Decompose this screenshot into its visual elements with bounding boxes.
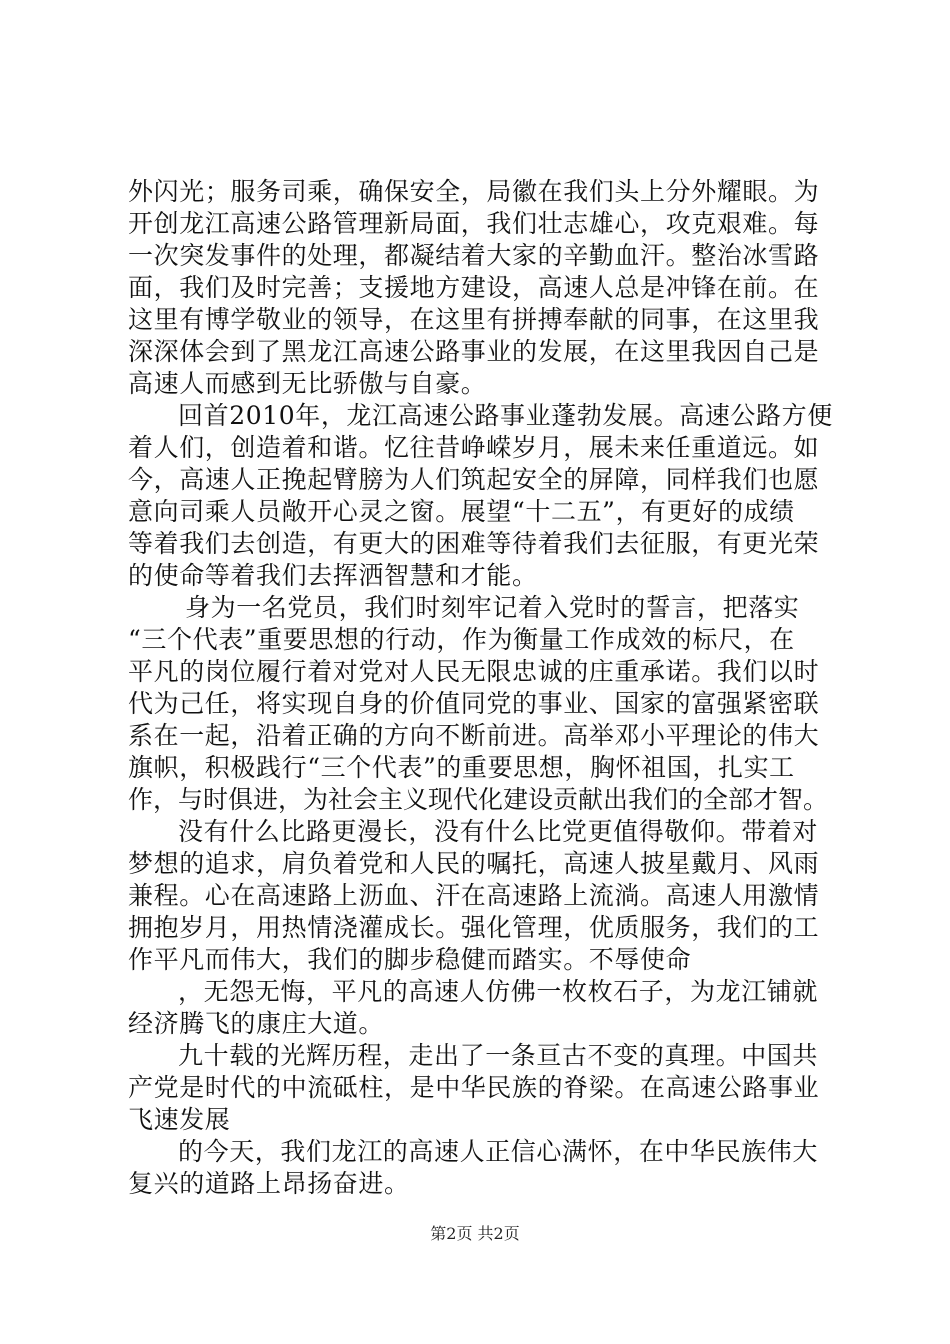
text-line: 复兴的道路上昂扬奋进。 (128, 1169, 410, 1198)
text-line: 的今天，我们龙江的高速人正信心满怀，在中华民族伟大 (178, 1137, 819, 1166)
text-line: 旗帜，积极践行“三个代表”的重要思想，胸怀祖国，扎实工 (128, 753, 795, 782)
text-line: 开创龙江高速公路管理新局面，我们壮志雄心，攻克艰难。每 (128, 209, 820, 238)
text-line: 兼程。心在高速路上沥血、汗在高速路上流淌。高速人用激情 (128, 881, 820, 910)
text-line: 九十载的光辉历程，走出了一条亘古不变的真理。中国共 (178, 1041, 819, 1070)
text-line: 身为一名党员，我们时刻牢记着入党时的誓言，把落实 (185, 593, 800, 622)
text-line: 系在一起，沿着正确的方向不断前进。高举邓小平理论的伟大 (128, 721, 820, 750)
text-line: 作，与时俱进，为社会主义现代化建设贡献出我们的全部才智。 (128, 785, 829, 814)
text-line: 高速人而感到无比骄傲与自豪。 (128, 369, 487, 398)
text-line: 深深体会到了黑龙江高速公路事业的发展，在这里我因自己是 (128, 337, 820, 366)
text-line: ，无怨无悔，平凡的高速人仿佛一枚枚石子，为龙江铺就 (178, 977, 819, 1006)
text-line: 着人们，创造着和谐。忆往昔峥嵘岁月，展未来任重道远。如 (128, 433, 820, 462)
text-line: 意向司乘人员敞开心灵之窗。展望“十二五”，有更好的成绩 (128, 497, 795, 526)
text-line: 外闪光；服务司乘，确保安全，局徽在我们头上分外耀眼。为 (128, 177, 820, 206)
text-line: 经济腾飞的康庄大道。 (128, 1009, 385, 1038)
text-line: 回首2010年，龙江高速公路事业蓬勃发展。高速公路方便 (178, 401, 833, 430)
text-line: 的使命等着我们去挥洒智慧和才能。 (128, 561, 538, 590)
text-line: 拥抱岁月，用热情浇灌成长。强化管理，优质服务，我们的工 (128, 913, 820, 942)
text-line: 梦想的追求，肩负着党和人民的嘱托，高速人披星戴月、风雨 (128, 849, 820, 878)
text-line: “三个代表”重要思想的行动，作为衡量工作成效的标尺，在 (128, 625, 795, 654)
text-line: 一次突发事件的处理，都凝结着大家的辛勤血汗。整治冰雪路 (128, 241, 820, 270)
text-line: 等着我们去创造，有更大的困难等待着我们去征服，有更光荣 (128, 529, 820, 558)
text-line: 作平凡而伟大，我们的脚步稳健而踏实。不辱使命 (128, 945, 692, 974)
text-line: 这里有博学敬业的领导，在这里有拼搏奉献的同事，在这里我 (128, 305, 820, 334)
text-line: 代为己任，将实现自身的价值同党的事业、国家的富强紧密联 (128, 689, 820, 718)
text-line: 今，高速人正挽起臂膀为人们筑起安全的屏障，同样我们也愿 (128, 465, 820, 494)
page-footer: 第2页 共2页 (430, 1224, 520, 1243)
text-line: 平凡的岗位履行着对党对人民无限忠诚的庄重承诺。我们以时 (128, 657, 820, 686)
text-line: 面，我们及时完善；支援地方建设，高速人总是冲锋在前。在 (128, 273, 820, 302)
text-line: 没有什么比路更漫长，没有什么比党更值得敬仰。带着对 (178, 817, 819, 846)
text-line: 飞速发展 (128, 1105, 231, 1134)
text-line: 产党是时代的中流砥柱，是中华民族的脊梁。在高速公路事业 (128, 1073, 820, 1102)
